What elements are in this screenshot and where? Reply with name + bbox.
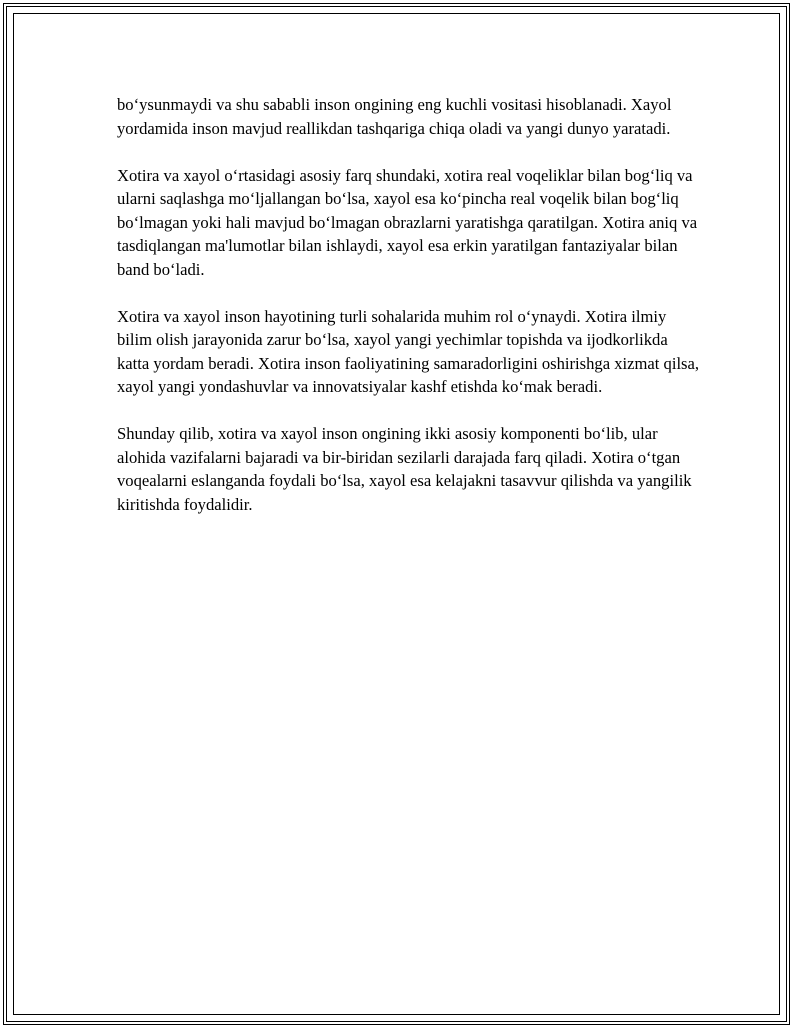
paragraph-4: Shunday qilib, xotira va xayol inson ongining ikki asosiy komponenti bo‘lib, ular alohida vazifalarni bajaradi va bir-biridan sezilarli darajada farq qiladi. Xotira o‘tgan voqealarni eslanganda foydali bo‘lsa, xayol esa kelajakni tasavvur qilishda va yangilik kiritishda foydalidir. xyxy=(117,424,692,514)
document-body xyxy=(117,93,702,540)
paragraph-2: Xotira va xayol o‘rtasidagi asosiy farq shundaki, xotira real voqeliklar bilan bog‘liq va ularni saqlashga mo‘ljallangan bo‘lsa, xayol esa ko‘pincha real voqelik bilan bog‘liq bo‘lmagan yoki hali mavjud bo‘lmagan obrazlarni yaratishga qaratilgan. Xotira aniq va tasdiqlangan ma'lumotlar bilan ishlaydi, xayol esa erkin yaratilgan fantaziyalar bilan band bo‘ladi. xyxy=(117,165,698,279)
paragraph-1: bo‘ysunmaydi va shu sababli inson ongining eng kuchli vositasi hisoblanadi. Xayol yordamida inson mavjud reallikdan tashqariga chiqa oladi va yangi dunyo yaratadi. xyxy=(117,95,672,138)
paragraph-3: Xotira va xayol inson hayotining turli sohalarida muhim rol o‘ynaydi. Xotira ilmiy bilim olish jarayonida zarur bo‘lsa, xayol yangi yechimlar topishda va ijodkorlikda katta yordam beradi. Xotira inson faoliyatining samaradorligini oshirishga xizmat qilsa, xayol yangi yondashuvlar va innovatsiyalar kashf etishda ko‘mak beradi. xyxy=(117,306,700,396)
